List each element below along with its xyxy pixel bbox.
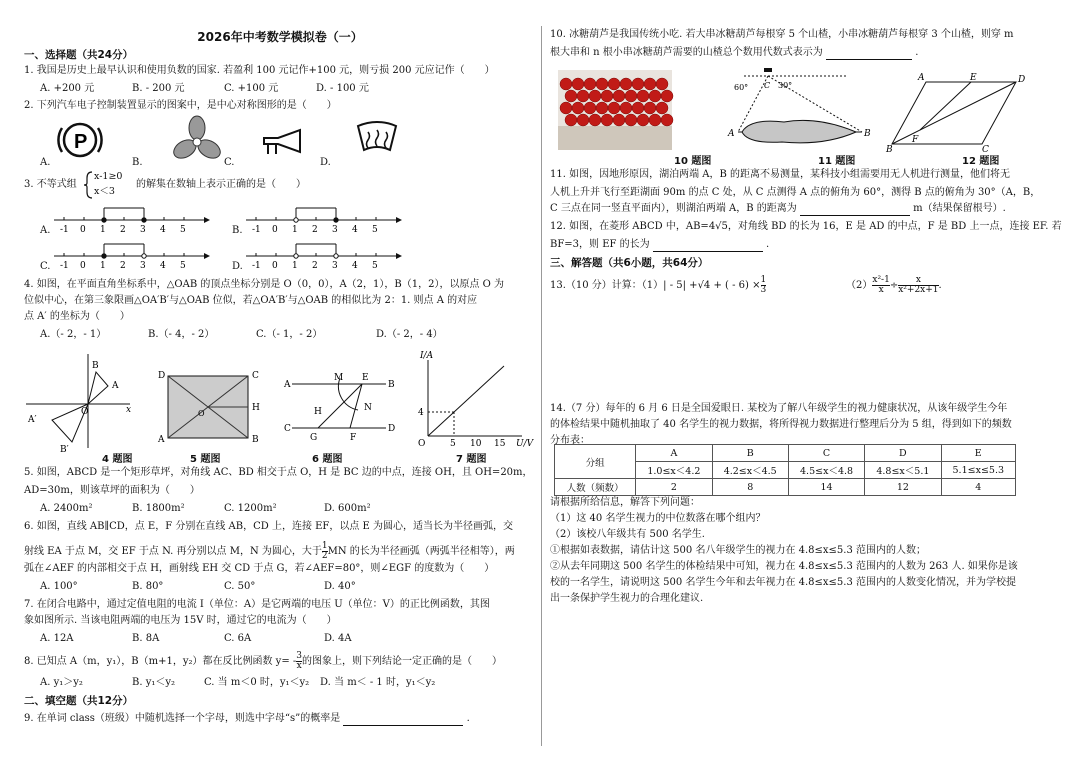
q13-frac2-den: x	[878, 285, 884, 295]
number-line-tick-label: 0	[272, 225, 278, 235]
table-cell: 4.5≤x＜4.8	[788, 462, 864, 479]
q13-part-2	[846, 276, 942, 295]
table-header-cell: C	[788, 445, 864, 462]
q2-option-b: B.	[132, 157, 143, 168]
svg-text:P: P	[74, 131, 88, 153]
fig7-label-uv: U/V	[516, 439, 534, 449]
number-line-endpoint	[334, 254, 338, 258]
q7-option-c: C. 6A	[224, 633, 252, 644]
q3-option-a: A.	[40, 225, 51, 236]
q5-line-1: 5. 如图，ABCD 是一个矩形草坪，对角线 AC、BD 相交于点 O，H 是 BC 边的中点，连接 OH，且 OH=20m，	[24, 467, 533, 478]
parking-brake-icon	[56, 118, 106, 164]
fig6-label-f: F	[350, 433, 357, 443]
brace-icon	[84, 170, 94, 200]
fig5-label-o: O	[198, 409, 205, 418]
table-header-cell: B	[712, 445, 788, 462]
hawthorn-berry	[577, 114, 589, 126]
q4-option-b: B.（- 4，- 2）	[148, 329, 215, 340]
number-line-tick-label: 0	[272, 261, 278, 271]
q4-line-1: 4. 如图，在平面直角坐标系中，△OAB 的顶点坐标分别是 O（0，0），A（2，1），B（1，2），以原点 O 为	[24, 279, 505, 290]
q7-line-2: 象如图所示. 当该电阻两端的电压为 15V 时，通过它的电流为（ ）	[24, 615, 337, 626]
fig6-label-e: E	[362, 373, 369, 383]
fig12-label-e: E	[970, 73, 977, 83]
fig6-label-m: M	[334, 373, 344, 383]
number-line-c	[54, 236, 214, 272]
hawthorn-berry	[649, 90, 661, 102]
fig11-label-60: 60°	[734, 83, 749, 92]
left-column	[24, 0, 536, 765]
number-line-tick-label: 5	[180, 225, 186, 235]
figure-11-drone-lake	[728, 68, 878, 150]
table-cell: 4.2≤x＜4.5	[712, 462, 788, 479]
table-row	[555, 445, 1016, 462]
hawthorn-berry	[620, 78, 632, 90]
number-line-tick-label: -1	[252, 261, 261, 271]
hawthorn-berry	[565, 114, 577, 126]
hawthorn-berry	[632, 102, 644, 114]
q4-line-3: 点 A′ 的坐标为（ ）	[24, 311, 130, 322]
table-cell: 8	[712, 479, 788, 496]
table-cell: 5.1≤x≤5.3	[941, 462, 1015, 479]
windshield-defrost-icon	[354, 120, 400, 160]
hawthorn-berry	[613, 90, 625, 102]
q14-after-2: （1）这 40 名学生视力的中位数落在哪个组内？	[550, 513, 766, 524]
table-cell: 人数（频数）	[555, 479, 636, 496]
q9-end: .	[466, 713, 470, 724]
number-line-tick-label: 1	[100, 261, 106, 271]
hawthorn-berry	[644, 78, 656, 90]
section-1-heading: 一、选择题（共24分）	[24, 49, 134, 61]
hawthorn-berry	[625, 114, 637, 126]
q6-line-1: 6. 如图，直线 AB∥CD，点 E，F 分别在直线 AB，CD 上，连接 EF，以点 E 为圆心，适当长为半径画弧，交	[24, 521, 514, 532]
q2-text: 2. 下列汽车电子控制装置显示的图案中，是中心对称图形的是（ ）	[24, 100, 337, 111]
q6-option-d: D. 40°	[324, 581, 356, 592]
q8-line	[24, 652, 502, 671]
page-title: 2026年中考数学模拟卷（一）	[197, 30, 363, 44]
q13-op: ÷	[889, 280, 899, 291]
q6-line-2	[24, 542, 515, 561]
number-line-tick-label: 3	[332, 261, 338, 271]
fig7-label-o: O	[418, 439, 426, 449]
q8-text-end: 的图象上，则下列结论一定正确的是（ ）	[302, 656, 502, 667]
q5-option-b: B. 1800m²	[132, 503, 185, 514]
fig7-label-ia: I/A	[420, 351, 434, 361]
q5-line-2: AD=30m，则该草坪的面积为（ ）	[24, 485, 200, 496]
q6-option-b: B. 80°	[132, 581, 164, 592]
fig5-label-c: C	[252, 371, 259, 381]
fig6-label-a: A	[284, 380, 291, 390]
table-cell: 14	[788, 479, 864, 496]
q10-line-2-text: 根大串和 n 根小串冰糖葫芦需要的山楂总个数用代数式表示为	[550, 47, 823, 58]
q13-frac3-num: x	[898, 276, 938, 286]
q1-option-b: B. - 200 元	[132, 83, 185, 94]
hawthorn-berry	[637, 114, 649, 126]
q10-line-2	[550, 46, 918, 60]
q13-frac3-den: x²+2x+1	[898, 285, 939, 295]
q10-answer-blank[interactable]	[826, 49, 912, 60]
number-line-tick-label: 4	[160, 225, 166, 235]
figure-11-caption: 11 题图	[818, 156, 856, 167]
hawthorn-berry	[584, 78, 596, 90]
figure-6-caption: 6 题图	[312, 454, 343, 465]
figure-5-rectangle	[156, 370, 266, 446]
fig7-label-5: 5	[450, 439, 456, 449]
q5-option-d: D. 600m²	[324, 503, 371, 514]
q14-after-5: ②从去年同期这 500 名学生的体检结果中可知，视力在 4.8≤x≤5.3 范围内的人数为 263 人. 如果你是该	[550, 561, 1018, 572]
fig11-label-a: A	[728, 129, 735, 139]
q11-line-3-text: C 三点在同一竖直平面内），则湖泊两端 A，B 的距离为	[550, 203, 797, 214]
q6-half-den: 2	[321, 551, 328, 561]
q12-answer-blank[interactable]	[653, 241, 763, 252]
column-divider	[541, 26, 542, 746]
figure-7-caption: 7 题图	[456, 454, 487, 465]
number-line-tick-label: 5	[372, 225, 378, 235]
table-header-cell: A	[636, 445, 712, 462]
q2-option-d: D.	[320, 157, 331, 168]
number-line-tick-label: 0	[80, 225, 86, 235]
number-line-endpoint	[102, 218, 106, 222]
figure-10-candied-hawthorn-photo	[558, 70, 672, 150]
fan-icon	[172, 116, 222, 166]
q3-option-c: C.	[40, 261, 51, 272]
q10-end: .	[915, 47, 919, 58]
q2-option-c: C.	[224, 157, 235, 168]
number-line-tick-label: 2	[120, 225, 126, 235]
hawthorn-berry	[589, 90, 601, 102]
table-cell: 4	[941, 479, 1015, 496]
q6-line-2-end: MN 的长为半径画弧（两弧半径相等），两	[327, 546, 515, 557]
hawthorn-berry	[565, 90, 577, 102]
q13-fraction-2	[872, 276, 889, 295]
q9-answer-blank[interactable]	[343, 715, 463, 726]
fig5-label-b: B	[252, 435, 259, 445]
hawthorn-berry	[637, 90, 649, 102]
hawthorn-berry	[644, 102, 656, 114]
q13-part-1	[550, 276, 766, 295]
horn-icon	[260, 128, 312, 158]
figure-5-caption: 5 题图	[190, 454, 221, 465]
table-row	[555, 479, 1016, 496]
table-header-cell: E	[941, 445, 1015, 462]
figure-7-current-voltage-graph	[412, 352, 532, 448]
number-line-tick-label: -1	[60, 261, 69, 271]
hawthorn-berry	[601, 90, 613, 102]
fig4-label-o: O	[81, 407, 89, 417]
number-line-endpoint	[142, 218, 146, 222]
number-line-tick-label: 3	[332, 225, 338, 235]
q13-fraction-3	[898, 276, 938, 295]
hawthorn-berry	[596, 78, 608, 90]
fig7-label-10: 10	[470, 439, 482, 449]
q14-after-6: 校的一名学生，请说明这 500 名学生今年和去年视力在 4.8≤x≤5.3 范围内的人数变化情况，并为学校提	[550, 577, 1017, 588]
fig6-label-b: B	[388, 380, 395, 390]
q14-after-3: （2）该校八年级共有 500 名学生.	[550, 529, 705, 540]
q10-line-1: 10. 冰糖葫芦是我国传统小吃. 若大串冰糖葫芦每根穿 5 个山楂，小串冰糖葫芦每根穿 3 个山楂，则穿 m	[550, 29, 1014, 40]
figure-10-caption: 10 题图	[674, 156, 712, 167]
q14-after-7: 出一条保护学生视力的合理化建议.	[550, 593, 704, 604]
q8-option-d: D. 当 m＜ - 1 时，y₁＜y₂	[320, 677, 436, 688]
q3-inequality-2: x＜3	[94, 186, 115, 197]
number-line-tick-label: 4	[352, 261, 358, 271]
q11-line-2: 人机上升并飞行至距湖面 90m 的点 C 处，从 C 点测得 A 点的俯角为 60°，测得 B 点的俯角为 30°（A，B，	[550, 187, 1041, 198]
figure-4-coordinate-plane	[26, 354, 136, 455]
fig6-label-c: C	[284, 424, 291, 434]
figure-4-caption: 4 题图	[102, 454, 133, 465]
hawthorn-berry	[608, 102, 620, 114]
fig11-label-c: C	[764, 81, 771, 90]
hawthorn-berry	[656, 102, 668, 114]
q8-text-start: 8. 已知点 A（m，y₁），B（m+1，y₂）都在反比例函数 y= -	[24, 656, 297, 667]
q7-line-1: 7. 在闭合电路中，通过定值电阻的电流 I（单位：A）是它两端的电压 U（单位：V）的正比例函数，其图	[24, 599, 490, 610]
fig12-label-a: A	[918, 73, 925, 83]
hawthorn-berry	[661, 90, 673, 102]
q12-line-2-text: BF=3，则 EF 的长为	[550, 239, 650, 250]
number-line-tick-label: 5	[180, 261, 186, 271]
section-3-heading: 三、解答题（共6小题，共64分）	[550, 257, 709, 269]
q11-unit: m（结果保留根号）.	[913, 203, 1006, 214]
q5-option-a: A. 2400m²	[40, 503, 93, 514]
q1-option-c: C. +100 元	[224, 83, 279, 94]
fig7-label-15: 15	[494, 439, 506, 449]
hawthorn-berry	[625, 90, 637, 102]
hawthorn-berry	[560, 102, 572, 114]
number-line-tick-label: -1	[60, 225, 69, 235]
number-line-tick-label: 4	[160, 261, 166, 271]
q6-line-2-start: 射线 EA 于点 M，交 EF 于点 N. 再分别以点 M，N 为圆心，大于	[24, 546, 322, 557]
q3-inequality-1: x-1≥0	[94, 171, 123, 182]
hawthorn-berry	[584, 102, 596, 114]
q1-text: 1. 我国是历史上最早认识和使用负数的国家. 若盈利 100 元记作+100 元，则亏损 200 元应记作（ ）	[24, 65, 495, 76]
q7-option-a: A. 12A	[40, 633, 74, 644]
hawthorn-berry	[601, 114, 613, 126]
q1-option-a: A. +200 元	[40, 83, 95, 94]
number-line-tick-label: 0	[80, 261, 86, 271]
figure-12-rhombus	[886, 72, 1028, 155]
q3-option-d: D.	[232, 261, 243, 272]
q12-line-2	[550, 238, 769, 252]
number-line-tick-label: -1	[252, 225, 261, 235]
fig4-label-x: x	[126, 405, 132, 415]
q6-half-num: 1	[321, 541, 328, 551]
q13-frac1-den: 3	[760, 285, 767, 295]
number-line-endpoint	[334, 218, 338, 222]
q3-text-start: 3. 不等式组	[24, 179, 77, 190]
q6-line-3: 弧在∠AEF 的内部相交于点 H，画射线 EH 交 CD 于点 G，若∠AEF=80°，则∠EGF 的度数为（ ）	[24, 563, 495, 574]
table-cell: 12	[865, 479, 941, 496]
fig4-label-b-prime: B′	[60, 445, 69, 455]
q7-option-d: D. 4A	[324, 633, 352, 644]
q14-line-1: 14.（7 分）每年的 6 月 6 日是全国爱眼日. 某校为了解八年级学生的视力健康状况，从该年级学生今年	[550, 403, 1008, 414]
number-line-tick-label: 2	[312, 261, 318, 271]
q1-option-d: D. - 100 元	[316, 83, 369, 94]
fig7-label-4: 4	[418, 408, 424, 418]
q4-option-c: C.（- 1，- 2）	[256, 329, 323, 340]
figure-12-caption: 12 题图	[962, 156, 1000, 167]
section-2-heading: 二、填空题（共12分）	[24, 695, 134, 707]
q4-option-d: D.（- 2，- 4）	[376, 329, 443, 340]
table-cell: 4.8≤x＜5.1	[865, 462, 941, 479]
number-line-tick-label: 1	[100, 225, 106, 235]
hawthorn-berry	[577, 90, 589, 102]
fig5-label-a: A	[158, 435, 165, 445]
hawthorn-berry	[613, 114, 625, 126]
fig5-label-h: H	[252, 403, 260, 413]
fig6-label-h: H	[314, 407, 322, 417]
hawthorn-berry	[620, 102, 632, 114]
figure-6-parallel-lines	[282, 370, 396, 446]
number-line-d	[246, 236, 406, 272]
q6-option-c: C. 50°	[224, 581, 256, 592]
right-column	[550, 0, 1060, 765]
q3-option-b: B.	[232, 225, 243, 236]
q13-text-2: （2）	[846, 280, 873, 291]
q9-line	[24, 712, 470, 726]
q11-line-1: 11. 如图，因地形原因，湖泊两端 A，B 的距离不易测量，某科技小组需要用无人机进行测量，他们将无	[550, 169, 1011, 180]
q8-frac-num: 3	[296, 651, 302, 661]
q13-fraction-1	[761, 276, 767, 295]
q8-option-c: C. 当 m＜0 时，y₁＜y₂	[204, 677, 310, 688]
q9-text: 9. 在单词 class（班级）中随机选择一个字母，则选中字母“s”的概率是	[24, 713, 341, 724]
fig12-label-f: F	[912, 135, 919, 145]
number-line-tick-label: 2	[120, 261, 126, 271]
number-line-endpoint	[294, 218, 298, 222]
number-line-tick-label: 2	[312, 225, 318, 235]
q11-answer-blank[interactable]	[800, 205, 910, 216]
q13-end: .	[938, 280, 942, 291]
fig5-label-d: D	[158, 371, 166, 381]
number-line-tick-label: 1	[292, 225, 298, 235]
fig4-label-a: A	[112, 381, 119, 391]
q13-frac1-num: 1	[760, 275, 767, 285]
hawthorn-berry	[572, 78, 584, 90]
hawthorn-berry	[656, 78, 668, 90]
q4-line-2: 位似中心，在第三象限画△OA′B′与△OAB 位似，若△OA′B′与△OAB 的相似比为 2：1. 则点 A 的对应	[24, 295, 478, 306]
hawthorn-berry	[572, 102, 584, 114]
hawthorn-berry	[649, 114, 661, 126]
q6-option-a: A. 100°	[40, 581, 78, 592]
table-header-cell: D	[865, 445, 941, 462]
q5-option-c: C. 1200m²	[224, 503, 277, 514]
q8-frac-den: x	[296, 661, 302, 671]
fig11-label-b: B	[864, 129, 871, 139]
fig12-label-d: D	[1018, 75, 1026, 85]
table-cell: 1.0≤x＜4.2	[636, 462, 712, 479]
q8-option-b: B. y₁＜y₂	[132, 677, 176, 688]
fig12-label-c: C	[982, 145, 989, 155]
number-line-endpoint	[294, 254, 298, 258]
number-line-endpoint	[102, 254, 106, 258]
number-line-b	[246, 200, 406, 236]
number-line-tick-label: 4	[352, 225, 358, 235]
q4-option-a: A.（- 2，- 1）	[40, 329, 107, 340]
hawthorn-berry	[596, 102, 608, 114]
q14-line-2: 的体检结果中随机抽取了 40 名学生的视力数据，将所得视力数据进行整理后分为 5 组，得到如下的频数	[550, 419, 1012, 430]
number-line-tick-label: 3	[140, 225, 146, 235]
frequency-table	[554, 444, 1016, 496]
hawthorn-berry	[560, 78, 572, 90]
q7-option-b: B. 8A	[132, 633, 160, 644]
table-cell: 2	[636, 479, 712, 496]
q14-after-4: ①根据如表数据，请估计这 500 名八年级学生的视力在 4.8≤x≤5.3 范围内的人数；	[550, 545, 927, 556]
q8-option-a: A. y₁＞y₂	[40, 677, 83, 688]
fig6-label-n: N	[364, 403, 372, 413]
number-line-tick-label: 5	[372, 261, 378, 271]
q13-frac2-num: x²-1	[872, 275, 890, 285]
number-line-tick-label: 1	[292, 261, 298, 271]
hawthorn-berry	[589, 114, 601, 126]
hawthorn-berry	[632, 78, 644, 90]
q12-line-1: 12. 如图，在菱形 ABCD 中，AB=4√5，对角线 BD 的长为 16，E 是 AD 的中点，F 是 BD 上一点，连接 EF. 若	[550, 221, 1062, 232]
q14-line-3: 分布表：	[550, 435, 590, 446]
fig6-label-d: D	[388, 424, 396, 434]
fig12-label-b: B	[886, 145, 893, 155]
q11-line-3	[550, 202, 1006, 216]
q12-end: .	[766, 239, 770, 250]
q3-text-end: 的解集在数轴上表示正确的是（ ）	[136, 179, 306, 190]
number-line-tick-label: 3	[140, 261, 146, 271]
table-header-cell: 分组	[555, 445, 636, 479]
fig4-label-b: B	[92, 361, 99, 371]
hawthorn-berry	[608, 78, 620, 90]
fig11-label-30: 30°	[778, 81, 793, 90]
number-line-a	[54, 200, 214, 236]
fig4-label-a-prime: A′	[28, 415, 37, 425]
hawthorn-berry	[661, 114, 673, 126]
fig6-label-g: G	[310, 433, 318, 443]
number-line-endpoint	[142, 254, 146, 258]
q13-text-1: 13.（10 分）计算：（1）| - 5| +√4 + ( - 6) ×	[550, 280, 761, 291]
q14-after-1: 请根据所给信息，解答下列问题：	[550, 497, 700, 508]
q2-option-a: A.	[40, 157, 51, 168]
